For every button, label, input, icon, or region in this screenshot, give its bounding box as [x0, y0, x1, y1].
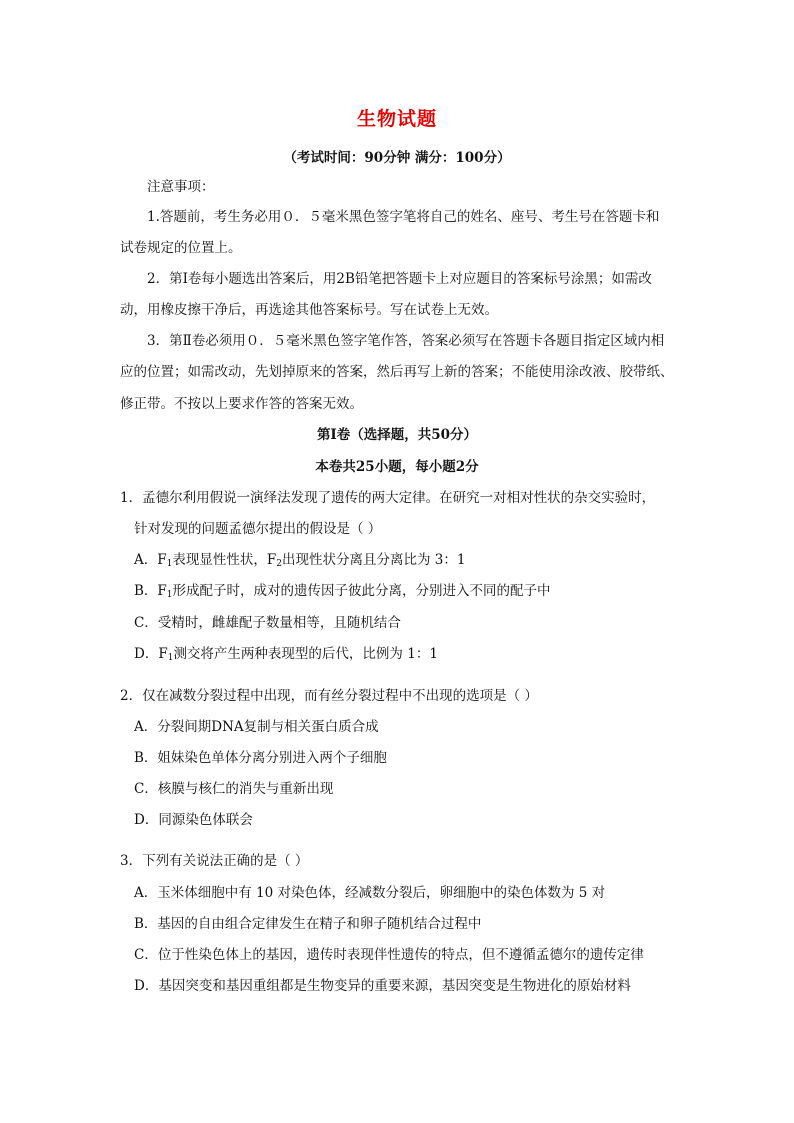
option-line: C．位于性染色体上的基因，遗传时表现伴性遗传的特点，但不遵循孟德尔的遗传定律 — [134, 947, 644, 963]
section-subtitle: 本卷共25小题，每小题2分 — [315, 459, 479, 475]
note-line: 试卷规定的位置上。 — [120, 240, 242, 256]
exam-title: 生物试题 — [356, 108, 437, 130]
note-line: 修正带。不按以上要求作答的答案无效。 — [120, 396, 363, 412]
question-stem: 1．孟德尔利用假说一演绎法发现了遗传的两大定律。在研究一对相对性状的杂交实验时， — [120, 490, 656, 506]
option-line: C．受精时，雌雄配子数量相等，且随机结合 — [134, 615, 401, 631]
note-line: 3．第Ⅱ卷必须用０．５毫米黑色签字笔作答，答案必须写在答题卡各题目指定区域内相 — [147, 333, 665, 349]
notes-heading: 注意事项： — [147, 179, 215, 195]
section-title: 第Ⅰ卷（选择题，共50分） — [316, 427, 478, 443]
option-line: D．基因突变和基因重组都是生物变异的重要来源，基因突变是生物进化的原始材料 — [134, 978, 631, 994]
note-line: 应的位置；如需改动，先划掉原来的答案，然后再写上新的答案；不能使用涂改液、胶带纸、 — [120, 364, 674, 380]
question-stem: 针对发现的问题孟德尔提出的假设是（ ） — [134, 521, 382, 537]
note-line: 1.答题前，考生务必用０．５毫米黑色签字笔将自己的姓名、座号、考生号在答题卡和 — [147, 209, 660, 225]
option-line: A．分裂间期DNA复制与相关蛋白质合成 — [134, 719, 379, 735]
option-line: B．$F_1$形成配子时，成对的遗传因子彼此分离，分别进入不同的配子中 — [134, 583, 551, 600]
option-line: A．玉米体细胞中有 10 对染色体，经减数分裂后，卵细胞中的染色体数为 5 对 — [134, 885, 606, 901]
question-stem: 3．下列有关说法正确的是（ ） — [120, 853, 309, 869]
option-line: B．基因的自由组合定律发生在精子和卵子随机结合过程中 — [134, 916, 482, 932]
option-line: C．核膜与核仁的消失与重新出现 — [134, 781, 334, 797]
question-stem: 2．仅在减数分裂过程中出现，而有丝分裂过程中不出现的选项是（ ） — [120, 688, 538, 704]
option-line: B．姐妹染色单体分离分别进入两个子细胞 — [134, 750, 387, 766]
option-line: D．同源染色体联会 — [134, 812, 253, 828]
option-line: D．$F_1$测交将产生两种表现型的后代，比例为 1：1 — [134, 646, 438, 663]
note-line: 动，用橡皮擦干净后，再选途其他答案标号。写在试卷上无效。 — [120, 302, 498, 318]
option-line: A．$F_1$表现显性性状，$F_2$出现性状分离且分离比为 3：1 — [134, 552, 466, 569]
exam-subtitle: （考试时间：90分钟 满分：100分） — [283, 150, 511, 166]
note-line: 2．第Ⅰ卷每小题选出答案后，用2B铅笔把答题卡上对应题目的答案标号涂黑；如需改 — [147, 271, 652, 287]
